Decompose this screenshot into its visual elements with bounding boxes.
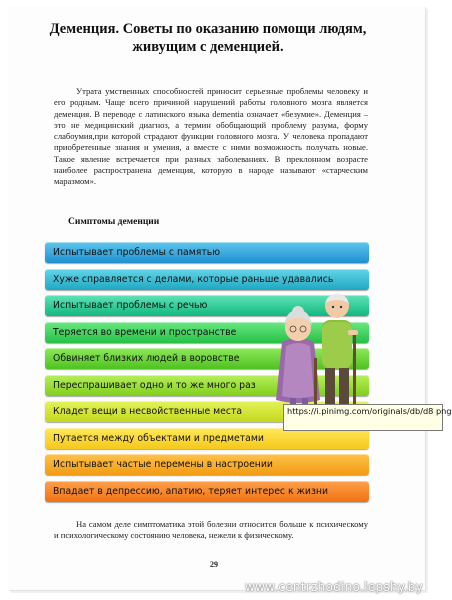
page-number: 29 — [210, 560, 218, 569]
symptom-bar: Впадает в депрессию, апатию, теряет интерес к жизни — [45, 481, 369, 502]
symptom-bar: Испытывает проблемы с речью — [45, 295, 369, 316]
symptom-bar: Переспрашивает одно и то же много раз — [45, 375, 369, 396]
symptom-bar: Теряется во времени и пространстве — [45, 322, 369, 343]
symptom-bar: Хуже справляется с делами, которые раньше удавались — [45, 269, 369, 290]
symptom-bar: Испытывает частые перемены в настроении — [45, 454, 369, 475]
intro-paragraph: Утрата умственных способностей приносит серьезные проблемы человеку и его родным. Чаще всего причиной нарушений работы головного мозга является деменция. В переводе с латинского языка dementia означает «безумие». Деменция – это не медицинский диагноз, а термин обобщающий проблему разума, форму слабоумия,при которой страдают функции головного мозга. У человека пропадают приобретенные знания и умения, а вместе с ними возможность получать новые. Такое явление встречается при разных заболеваниях. В преклонном возрасте наиболее распространена деменция, которую в народе называют «старческим маразмом». — [54, 86, 368, 187]
symptom-bar: Путается между объектами и предметами — [45, 428, 369, 449]
url-tooltip: https://i.pinimg.com/originals/db/d8 png — [283, 404, 443, 431]
closing-paragraph: На самом деле симптоматика этой болезни относится больше к психическому и психологическому состоянию человека, нежели к физическому. — [54, 519, 368, 541]
symptom-bar: Обвиняет близких людей в воровстве — [45, 348, 369, 369]
symptom-bar: Испытывает проблемы с памятью — [45, 242, 369, 263]
watermark: www.centrzhodino.lepshy.by — [244, 580, 423, 594]
symptoms-heading: Симптомы деменции — [68, 217, 160, 227]
symptom-bar: Кладет вещи в несвойственные места — [45, 401, 369, 422]
page-title: Деменция. Советы по оказанию помощи людям, живущим с деменцией. — [49, 21, 367, 55]
